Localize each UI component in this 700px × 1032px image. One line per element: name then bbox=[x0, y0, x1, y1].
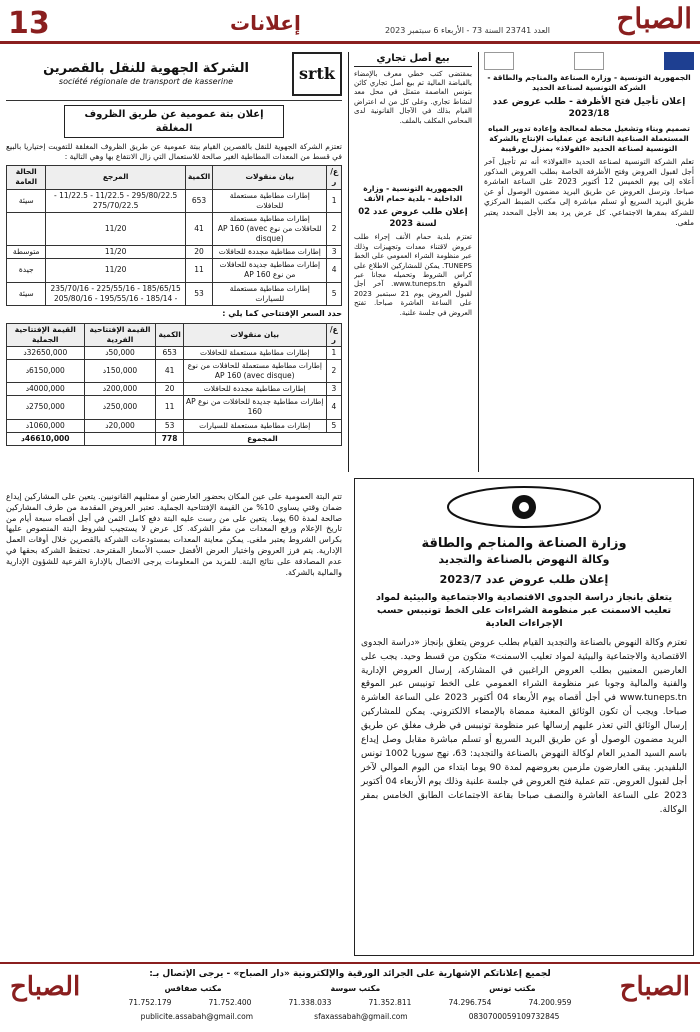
eu-logos bbox=[484, 52, 694, 70]
footer-offices bbox=[110, 984, 590, 995]
table-header-cell: بيان منقولات bbox=[183, 323, 326, 346]
table-cell: سيئة bbox=[7, 189, 46, 212]
business-sale-title: بيع أصل تجاري bbox=[354, 52, 472, 67]
municipality-body: تعتزم بلدية حمام الأنف إجراء طلب عروض لاقتناء معدات وتجهيزات وذلك عبر منظومة الشراء العمومي على الخط TUNEPS. يمكن للمشاركين الاطلاع على كراس الشروط وتحميله مجانا عبر الموقع www.tuneps.tn. آخر أجل لقبول العروض يوم 21 سبتمبر 2023 على الساعة العاشرة صباحا. تفتح العروض في جلسة علنية. bbox=[354, 233, 472, 317]
notice-intro: تعتزم الشركة الجهوية للنقل بالقصرين القيام ببتة عمومية عن طريق الظروف المغلقة للتفويت إختياريا بالبيع في قسط من المعدات المطاطية الغير صالحة للاستعمال التي زال الانتفاع بها وهي التالية : bbox=[6, 142, 342, 162]
apii-body: تعتزم وكالة النهوض بالصناعة والتجديد القيام بطلب عروض يتعلق بإنجاز «دراسة الجدوى الاقتصادية والاجتماعية والبيئية لمواد تعليب الاسمنت» متكون من قسط وحيد. يجب على العارضين المعنيين بطلب العروض الراغبين في المشاركة، إرسال العروض الإدارية والفنية والمالية وجوبا عبر منظومة الشراء العمومي على الخط تونيبس عبر الموقع www.tuneps.tn في أجل أقصاه يوم الأربعاء 04 أكتوبر 2023 على الساعة العاشرة صباحا. ويجب أن تكون الوثائق المعنية ممضاة بالإمضاء الالكتروني. يمكن للمشاركين إرسال الوثائق التي تعذر عليهم إرسالها عبر منظومة تونيبس في ظرف مغلق عن طريق البريد مضمون الوصول أو عن طريق البريد السريع أو تسلم مباشرة مقابل وصل إيداع باسم السيد المدير العام لوكالة النهوض بالصناعة والتجديد: 63، نهج سوريا 1002 تونس البلفيدير. يبقى العارضون ملزمين بعروضهم لمدة 90 يوما ابتداء من اليوم الموالي لآخر أجل لقبول العروض. تتم عملية فتح العروض في جلسة علنية وذلك يوم الأربعاء 04 أكتوبر 2023 على الساعة العاشرة والنصف صباحا بقاعة الاجتماعات الطابق الخامس بمقر الوكالة. bbox=[361, 637, 687, 815]
table-cell: 2 bbox=[326, 359, 341, 382]
table-cell: 3 bbox=[326, 383, 341, 396]
table-cell: 50,000د bbox=[84, 346, 156, 359]
table-cell: 185/65/15 - 225/55/16 - 235/70/16 - 185/14 - 195/55/16 - 205/80/16 bbox=[46, 282, 185, 305]
table-header-cell: المرجع bbox=[46, 166, 185, 189]
business-sale-notice bbox=[354, 52, 472, 172]
table-cell: 150,000د bbox=[84, 359, 156, 382]
table-cell: 2750,000د bbox=[7, 396, 85, 419]
table-cell: 2 bbox=[327, 212, 342, 245]
eu-flag-icon bbox=[664, 52, 694, 70]
table-cell: إطارات مطاطية جديدة للحافلات من نوع AP 160 bbox=[213, 259, 327, 282]
table-cell: إطارات مطاطية مستعملة للسيارات bbox=[213, 282, 327, 305]
table-cell: 4 bbox=[326, 396, 341, 419]
table-header-cell: ع/ر bbox=[327, 166, 342, 189]
table-cell: 6150,000د bbox=[7, 359, 85, 382]
partner-logo-icon bbox=[574, 52, 604, 70]
fouladh-body: تعلم الشركة التونسية لصناعة الحديد «الفولاذ» أنه تم تأجيل آخر أجل لقبول العروض وفتح الأظرفة الخاصة بطلب العروض المذكور أعلاه إلى يوم الخميس 12 أكتوبر 2023 على الساعة العاشرة صباحا. وترسل العروض عن طريق البريد مضمون الوصول أو عن طريق البريد السريع أو تسلم مباشرة إلى مكتب الضبط المركزي للشركة بمقرها الاجتماعي. كل عرض يرد بعد الأجل المحدد يعتبر ملغى. bbox=[484, 156, 694, 227]
fouladh-subtitle: تصميم وبناء وتشغيل محطة لمعالجة وإعادة تدوير المياه المستعملة الصناعية الناتجة عن عمليات الإنتاج بالشركة التونسية لصناعة الحديد «الفولاذ» بمنزل بورقيبة bbox=[488, 123, 690, 153]
table-cell: جيدة bbox=[7, 259, 46, 282]
price-caption: حدد السعر الإفتتاحي كما يلي : bbox=[222, 308, 342, 318]
table-cell: 295/80/22.5 - 11/22.5 - 11/22.5 - 275/70/22.5 bbox=[46, 189, 185, 212]
table-row bbox=[7, 282, 342, 305]
table-cell: 3 bbox=[327, 246, 342, 259]
notice-title: إعلان بتة عمومية عن طريق الظروف المغلقة bbox=[64, 105, 284, 138]
table-row bbox=[7, 259, 342, 282]
footer-rib: 0830700059109732845 bbox=[468, 1012, 560, 1021]
table-cell bbox=[7, 212, 46, 245]
table-header-cell: الحالة العامة bbox=[7, 166, 46, 189]
table-cell: إطارات مطاطية جديدة للحافلات من نوع AP 160 bbox=[183, 396, 326, 419]
apii-tender-notice bbox=[354, 478, 694, 956]
apii-title: إعلان طلب عروض عدد 2023/7 bbox=[439, 573, 609, 587]
table-cell: سيئة bbox=[7, 282, 46, 305]
table-cell: 200,000د bbox=[84, 383, 156, 396]
table-header-cell: الكمية bbox=[185, 166, 212, 189]
company-name-ar: الشركة الجهوية للنقل بالقصرين bbox=[43, 60, 249, 76]
municipality-title: إعلان طلب عروض عدد 02 لسنة 2023 bbox=[358, 207, 468, 229]
footer-phones bbox=[110, 998, 590, 1008]
section-title: إعلانات bbox=[230, 11, 301, 35]
table-cell: 32650,000د bbox=[7, 346, 85, 359]
total-label: المجموع bbox=[183, 432, 341, 445]
table-row bbox=[7, 396, 342, 419]
table-cell: إطارات مطاطية مستعملة للحافلات من نوع AP 160 (avec disque) bbox=[183, 359, 326, 382]
partner-logo-icon bbox=[484, 52, 514, 70]
footer-email-sfax[interactable]: sfaxassabah@gmail.com bbox=[314, 1012, 408, 1021]
table-cell: 1060,000د bbox=[7, 419, 85, 432]
table-cell: إطارات مطاطية مستعملة للحافلات bbox=[183, 346, 326, 359]
apii-ministry: وزارة الصناعة والمناجم والطاقة bbox=[421, 536, 627, 551]
table-header-cell: ع/ر bbox=[326, 323, 341, 346]
table-cell: إطارات مطاطية مستعملة للحافلات من نوع AP 160 (avec disque) bbox=[213, 212, 327, 245]
municipality-header: الجمهورية التونسية - وزارة الداخلية - بلدية حمام الأنف bbox=[363, 184, 463, 204]
table-header-cell: القيمة الإفتتاحية الجملية bbox=[7, 323, 85, 346]
table-header-cell: بيان منقولات bbox=[213, 166, 327, 189]
table-row bbox=[7, 189, 342, 212]
table-header-cell: القيمة الإفتتاحية الفردية bbox=[84, 323, 156, 346]
phone-number: 71.752.400 bbox=[208, 998, 252, 1007]
table-cell: 41 bbox=[156, 359, 183, 382]
table-cell: إطارات مطاطية مستعملة للسيارات bbox=[183, 419, 326, 432]
table-cell: 250,000د bbox=[84, 396, 156, 419]
company-banner bbox=[6, 52, 342, 101]
table-header-cell: الكمية bbox=[156, 323, 183, 346]
column-divider bbox=[478, 52, 479, 472]
advertising-footer bbox=[0, 962, 700, 1032]
footer-logo-right: الصباح bbox=[619, 972, 690, 1002]
municipality-tender-notice bbox=[354, 184, 472, 472]
table-cell: 41 bbox=[185, 212, 212, 245]
total-qty: 778 bbox=[156, 432, 183, 445]
table-cell: 653 bbox=[185, 189, 212, 212]
table-cell: 20 bbox=[185, 246, 212, 259]
business-sale-body: بمقتضى كتب خطي معرف بالإمضاء بالقباضة المالية تم بيع أصل تجاري كائن بتونس العاصمة متمثل في محل معد لنشاط تجاري. وعلى كل من له اعتراض القيام بذلك في الآجال القانونية لدى المحامي المكلف بالملف. bbox=[354, 69, 472, 125]
table-cell: 1 bbox=[327, 189, 342, 212]
table-row bbox=[7, 346, 342, 359]
table-row bbox=[7, 246, 342, 259]
table-row bbox=[7, 419, 342, 432]
table-cell: متوسطة bbox=[7, 246, 46, 259]
fouladh-postponement-notice bbox=[484, 52, 694, 472]
table-cell: 53 bbox=[156, 419, 183, 432]
kasserine-auction-terms: تتم البتة العمومية على عين المكان بحضور العارضين أو ممثليهم القانونيين. يتعين على المشاركين إيداع ضمان وقتي يساوي 10% من القيمة الإفتتاحية الجملية. تعتبر العروض المقدمة من طرف المشاركين صالحة لمدة 60 يوما. يتعين على من رست عليه البتة دفع كامل الثمن في أجل أقصاه سبعة أيام من تاريخ الإعلام ورفع المعدات من مقر الشركة. كل عرض لا يستجيب لشروط البتة المنصوص عليها بكراس الشروط يعتبر ملغى. يمكن معاينة المعدات بمستودعات الشركة بالقصرين خلال أوقات العمل الإدارية. يتم فرز العروض واختيار العرض الأفضل حسب الأسعار المقترحة. تحتفظ الشركة بحقها في عدم المصادقة على نتائج البتة. للمزيد من المعلومات يرجى الاتصال بالإدارة الفرعية للشؤون الإدارية والمالية بالشركة. bbox=[6, 492, 342, 577]
office-tunis: مكتب تونس bbox=[489, 984, 536, 993]
table-cell: 4 bbox=[327, 259, 342, 282]
footer-email[interactable]: publicite.assabah@gmail.com bbox=[140, 1012, 254, 1021]
table-cell: 53 bbox=[185, 282, 212, 305]
office-sousse: مكتب سوسة bbox=[330, 984, 381, 993]
table-cell: إطارات مطاطية مجددة للحافلات bbox=[213, 246, 327, 259]
footer-tagline: لجميع إعلاناتكم الإشهارية على الجرائد الورقية والإلكترونية «دار الصباح» - يرجى الإتصال بـ: bbox=[149, 969, 551, 979]
apii-agency: وكالة النهوض بالصناعة والتجديد bbox=[438, 552, 610, 566]
phone-number: 74.200.959 bbox=[528, 998, 572, 1007]
kasserine-auction-notice bbox=[6, 52, 342, 486]
table-row bbox=[7, 212, 342, 245]
apii-logo-icon bbox=[444, 485, 604, 529]
phone-number: 71.352.811 bbox=[368, 998, 412, 1007]
table-cell: 20 bbox=[156, 383, 183, 396]
office-sfax: مكتب صفاقس bbox=[164, 984, 222, 993]
newspaper-logo: الصباح bbox=[616, 2, 692, 35]
total-value: 46610,000د bbox=[7, 432, 85, 445]
page-number: 13 bbox=[8, 6, 50, 41]
column-divider bbox=[348, 52, 349, 472]
prices-table bbox=[6, 323, 342, 446]
fouladh-title: إعلان تأجيل فتح الأظرفة - طلب عروض عدد 2023/18 bbox=[492, 97, 686, 120]
table-cell: 1 bbox=[326, 346, 341, 359]
srtk-logo: srtk bbox=[292, 52, 342, 96]
fouladh-ministry: الجمهورية التونسية - وزارة الصناعة والمناجم والطاقة - الشركة التونسية لصناعة الحديد bbox=[487, 73, 691, 93]
table-cell: إطارات مطاطية مستعملة للحافلات bbox=[213, 189, 327, 212]
company-name-latin: société régionale de transport de kasserine bbox=[58, 77, 234, 87]
table-cell: 11/20 bbox=[46, 259, 185, 282]
table-row bbox=[7, 359, 342, 382]
page-header bbox=[0, 0, 700, 44]
footer-logo-left: الصباح bbox=[10, 972, 81, 1002]
table-cell: 20,000د bbox=[84, 419, 156, 432]
phone-number: 74.296.754 bbox=[448, 998, 492, 1007]
table-cell: إطارات مطاطية مجددة للحافلات bbox=[183, 383, 326, 396]
table-cell: 5 bbox=[327, 282, 342, 305]
table-cell: 11 bbox=[156, 396, 183, 419]
table-cell: 4000,000د bbox=[7, 383, 85, 396]
table-cell: 11/20 bbox=[46, 246, 185, 259]
table-cell: 653 bbox=[156, 346, 183, 359]
issue-line: العدد 23741 السنة 73 - الأربعاء 6 سبتمبر 2023 bbox=[384, 26, 550, 35]
table-cell: 5 bbox=[326, 419, 341, 432]
table-cell: 11/20 bbox=[46, 212, 185, 245]
table-cell: 11 bbox=[185, 259, 212, 282]
phone-number: 71.752.179 bbox=[128, 998, 172, 1007]
items-table bbox=[6, 165, 342, 306]
phone-number: 71.338.033 bbox=[288, 998, 332, 1007]
table-row bbox=[7, 383, 342, 396]
apii-subtitle: يتعلق بانجاز دراسة الجدوى الاقتصادية والاجتماعية والبيئية لمواد تعليب الاسمنت عبر منظومة الشراءات على الخط تونيبس حسب الإجراءات العادية bbox=[375, 592, 673, 629]
